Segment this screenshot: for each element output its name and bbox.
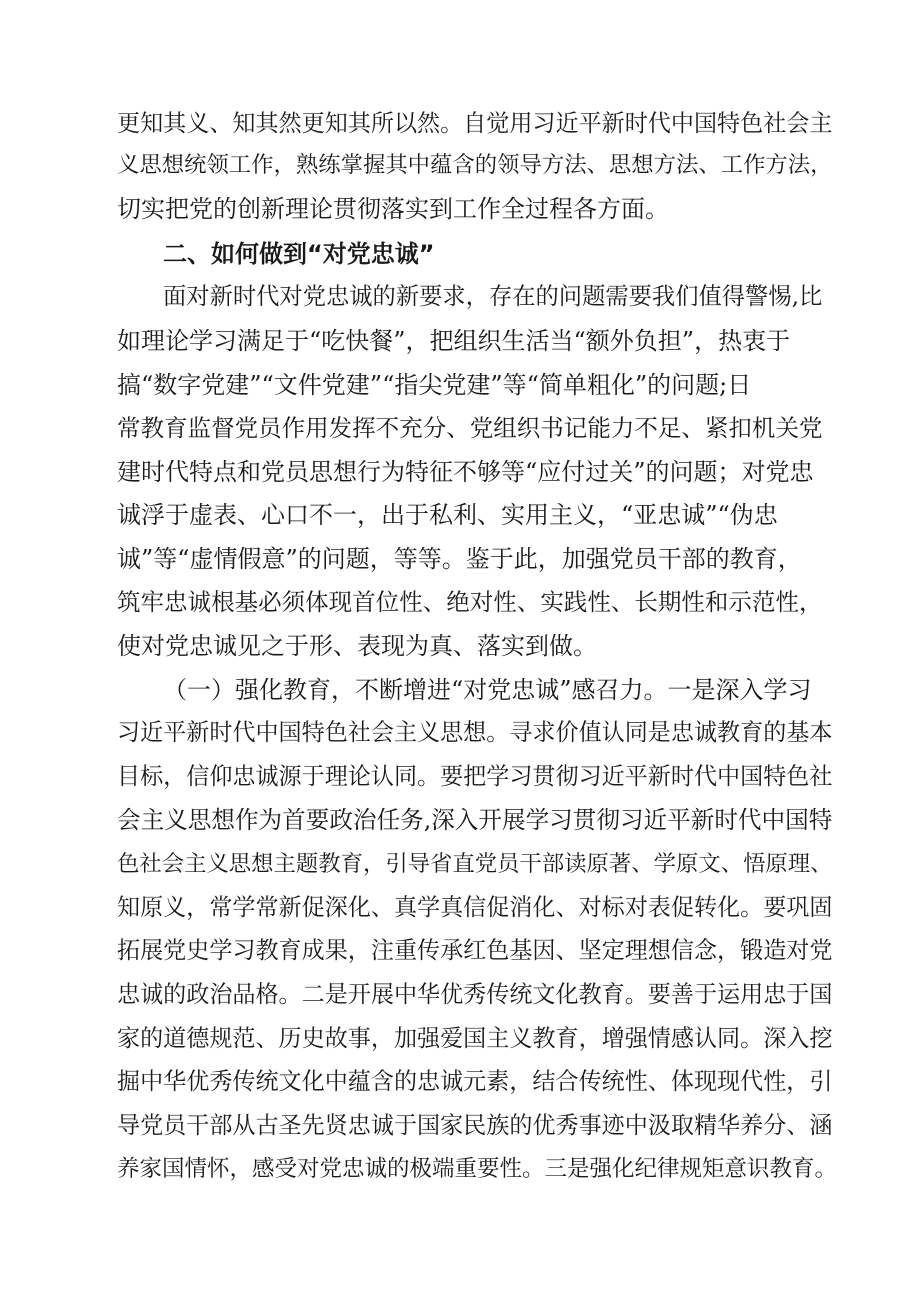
text-line: 习近平新时代中国特色社会主义思想。寻求价值认同是忠诚教育的基本 (117, 720, 833, 746)
text-line: 更知其义、知其然更知其所以然。自觉用习近平新时代中国特色社会主 (117, 111, 833, 137)
text-line: 义思想统领工作，熟练掌握其中蕴含的领导方法、思想方法、工作方法， (117, 152, 833, 178)
text-line: 色社会主义思想主题教育，引导省直党员干部读原著、学原文、悟原理、 (117, 851, 833, 877)
section-heading: 二、如何做到“对党忠诚” (163, 240, 435, 268)
text-line: 会主义思想作为首要政治任务,深入开展学习贯彻习近平新时代中国特 (117, 806, 833, 834)
text-line: 掘中华优秀传统文化中蕴含的忠诚元素，结合传统性、体现现代性，引 (117, 1069, 833, 1095)
text-line: 面对新时代对党忠诚的新要求，存在的问题需要我们值得警惕,比 (163, 283, 823, 310)
text-line: 诚浮于虚表、心口不一，出于私利、实用主义，“亚忠诚”“伪忠 (117, 501, 778, 529)
text-line: 使对党忠诚见之于形、表现为真、落实到做。 (117, 632, 597, 660)
text-line: 忠诚的政治品格。二是开展中华优秀传统文化教育。要善于运用忠于国 (117, 982, 833, 1008)
text-line: 建时代特点和党员思想行为特征不够等“应付过关”的问题；对党忠 (117, 458, 814, 486)
text-line: 如理论学习满足于“吃快餐”，把组织生活当“额外负担”，热衷于 (117, 327, 791, 355)
text-line: 目标，信仰忠诚源于理论认同。要把学习贯彻习近平新时代中国特色社 (117, 764, 833, 790)
text-line: 导党员干部从古圣先贤忠诚于国家民族的优秀事迹中汲取精华养分、涵 (117, 1113, 833, 1139)
text-line: 切实把党的创新理论贯彻落实到工作全过程各方面。 (117, 195, 669, 223)
text-line: 常教育监督党员作用发挥不充分、党组织书记能力不足、紧扣机关党 (117, 414, 823, 442)
text-line: 搞“数字党建”“文件党建”“指尖党建”等“简单粗化”的问题;日 (117, 371, 752, 399)
text-line: 拓展党史学习教育成果，注重传承红色基因、坚定理想信念，锻造对党 (117, 938, 833, 964)
text-line: 知原义，常学常新促深化、真学真信促消化、对标对表促转化。要巩固 (117, 895, 833, 921)
text-line: 诚”等“虚情假意”的问题，等等。鉴于此，加强党员干部的教育， (117, 545, 802, 573)
text-line: 筑牢忠诚根基必须体现首位性、绝对性、实践性、长期性和示范性， (117, 588, 823, 616)
text-line: 养家国情怀，感受对党忠诚的极端重要性。三是强化纪律规矩意识教育。 (117, 1156, 838, 1182)
text-line: 家的道德规范、历史故事，加强爱国主义教育，增强情感认同。深入挖 (117, 1026, 833, 1052)
text-line: （一）强化教育，不断增进“对党忠诚”感召力。一是深入学习 (163, 676, 812, 704)
